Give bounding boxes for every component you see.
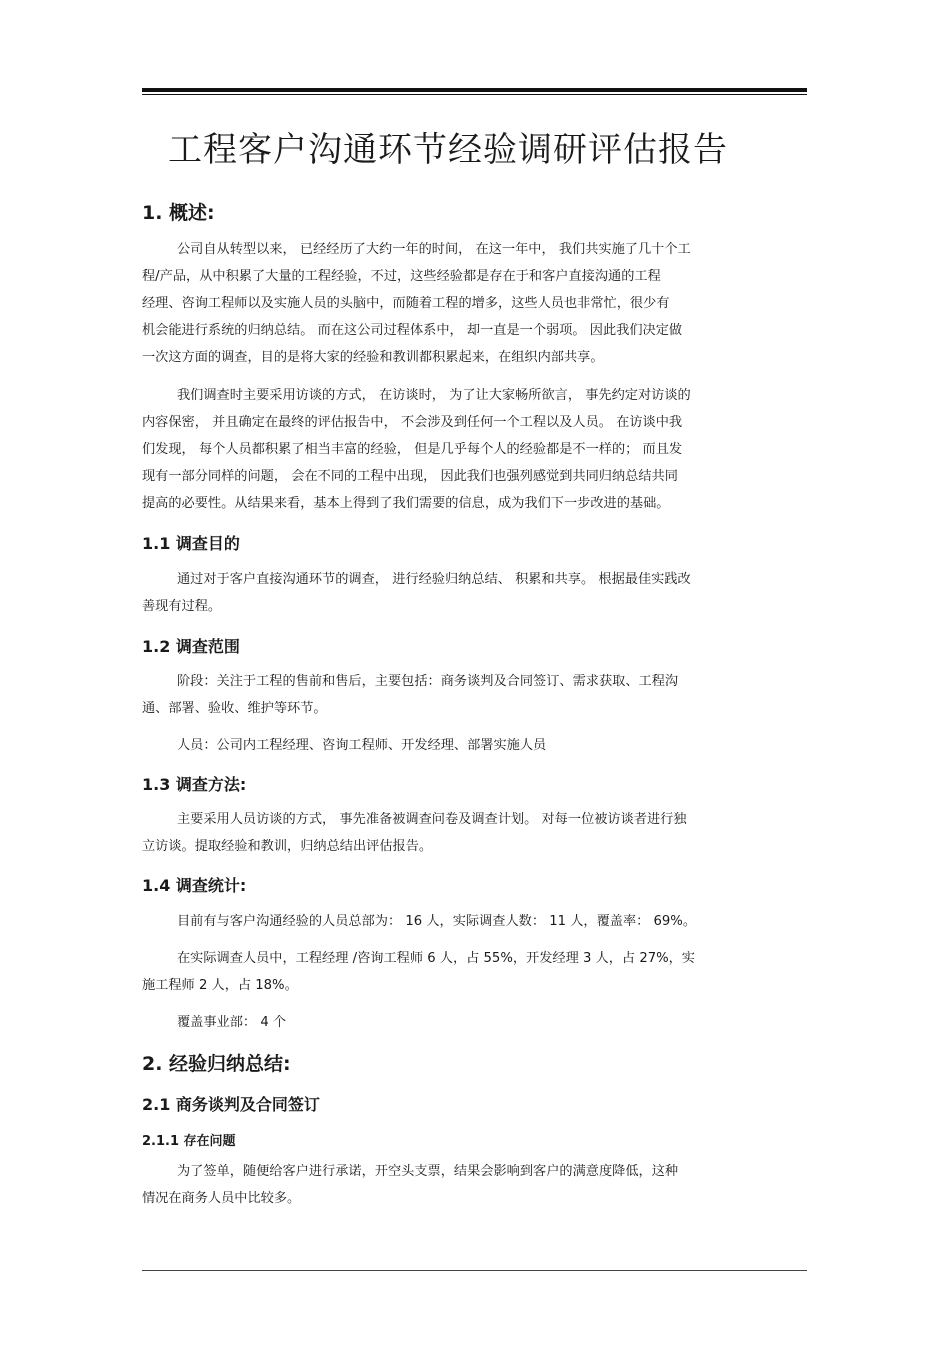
- paragraph-line: 在实际调查人员中，工程经理 /咨询工程师 6 人，占 55%，开发经理 3 人，占 27%，实: [177, 951, 695, 966]
- paragraph-line: 现有一部分同样的问题， 会在不同的工程中出现， 因此我们也强列感觉到共同归纳总结共同: [142, 469, 678, 484]
- paragraph-line: 提高的必要性。从结果来看，基本上得到了我们需要的信息，成为我们下一步改进的基础。: [142, 496, 670, 511]
- paragraph-line: 程/产品，从中积累了大量的工程经验，不过，这些经验都是存在于和客户直接沟通的工程: [142, 269, 661, 284]
- section-1-1-heading: 1.1 调查目的: [142, 534, 240, 553]
- paragraph-line: 目前有与客户沟通经验的人员总部为： 16 人，实际调查人数： 11 人，覆盖率： 69%。: [177, 914, 697, 929]
- paragraph-line: 通过对于客户直接沟通环节的调查， 进行经验归纳总结、 积累和共享。 根据最佳实践改: [177, 572, 691, 587]
- paragraph-line: 立访谈。提取经验和教训，归纳总结出评估报告。: [142, 839, 433, 854]
- section-2-1-1-heading: 2.1.1 存在问题: [142, 1134, 236, 1149]
- header-rule-thick: [142, 88, 807, 92]
- paragraph-line: 主要采用人员访谈的方式， 事先准备被调查问卷及调查计划。 对每一位被访谈者进行独: [177, 812, 687, 827]
- section-2-1-heading: 2.1 商务谈判及合同签订: [142, 1095, 320, 1114]
- paragraph-line: 一次这方面的调查，目的是将大家的经验和教训都积累起来，在组织内部共享。: [142, 350, 604, 365]
- paragraph-line: 人员：公司内工程经理、咨询工程师、开发经理、部署实施人员: [177, 738, 547, 753]
- paragraph-line: 阶段：关注于工程的售前和售后，主要包括：商务谈判及合同签订、需求获取、工程沟: [177, 674, 679, 689]
- paragraph-line: 善现有过程。: [142, 599, 222, 614]
- section-2-heading: 2. 经验归纳总结:: [142, 1053, 291, 1075]
- paragraph-line: 机会能进行系统的归纳总结。 而在这公司过程体系中， 却一直是一个弱项。 因此我们决定做: [142, 323, 683, 338]
- section-1-4-heading: 1.4 调查统计:: [142, 876, 247, 895]
- section-1-2-heading: 1.2 调查范围: [142, 637, 240, 656]
- paragraph-line: 为了签单，随便给客户进行承诺，开空头支票，结果会影响到客户的满意度降低，这种: [177, 1164, 679, 1179]
- section-1-3-heading: 1.3 调查方法:: [142, 775, 247, 794]
- paragraph-line: 覆盖事业部： 4 个: [177, 1015, 287, 1030]
- paragraph-line: 内容保密， 并且确定在最终的评估报告中， 不会涉及到任何一个工程以及人员。 在访谈中我: [142, 415, 683, 430]
- paragraph-line: 施工程师 2 人，占 18%。: [142, 978, 298, 993]
- header-rule-thin: [142, 94, 807, 95]
- section-1-heading: 1. 概述:: [142, 202, 215, 224]
- paragraph-line: 情况在商务人员中比较多。: [142, 1191, 301, 1206]
- footer-rule: [142, 1270, 807, 1271]
- paragraph-line: 公司自从转型以来， 已经经历了大约一年的时间， 在这一年中， 我们共实施了几十个工: [177, 242, 691, 257]
- paragraph-line: 我们调查时主要采用访谈的方式， 在访谈时， 为了让大家畅所欲言， 事先约定对访谈的: [177, 388, 691, 403]
- document-title: 工程客户沟通环节经验调研评估报告: [168, 130, 728, 170]
- paragraph-line: 经理、咨询工程师以及实施人员的头脑中，而随着工程的增多，这些人员也非常忙，很少有: [142, 296, 670, 311]
- paragraph-line: 们发现， 每个人员都积累了相当丰富的经验， 但是几乎每个人的经验都是不一样的； 而且发: [142, 442, 683, 457]
- paragraph-line: 通、部署、验收、维护等环节。: [142, 701, 327, 716]
